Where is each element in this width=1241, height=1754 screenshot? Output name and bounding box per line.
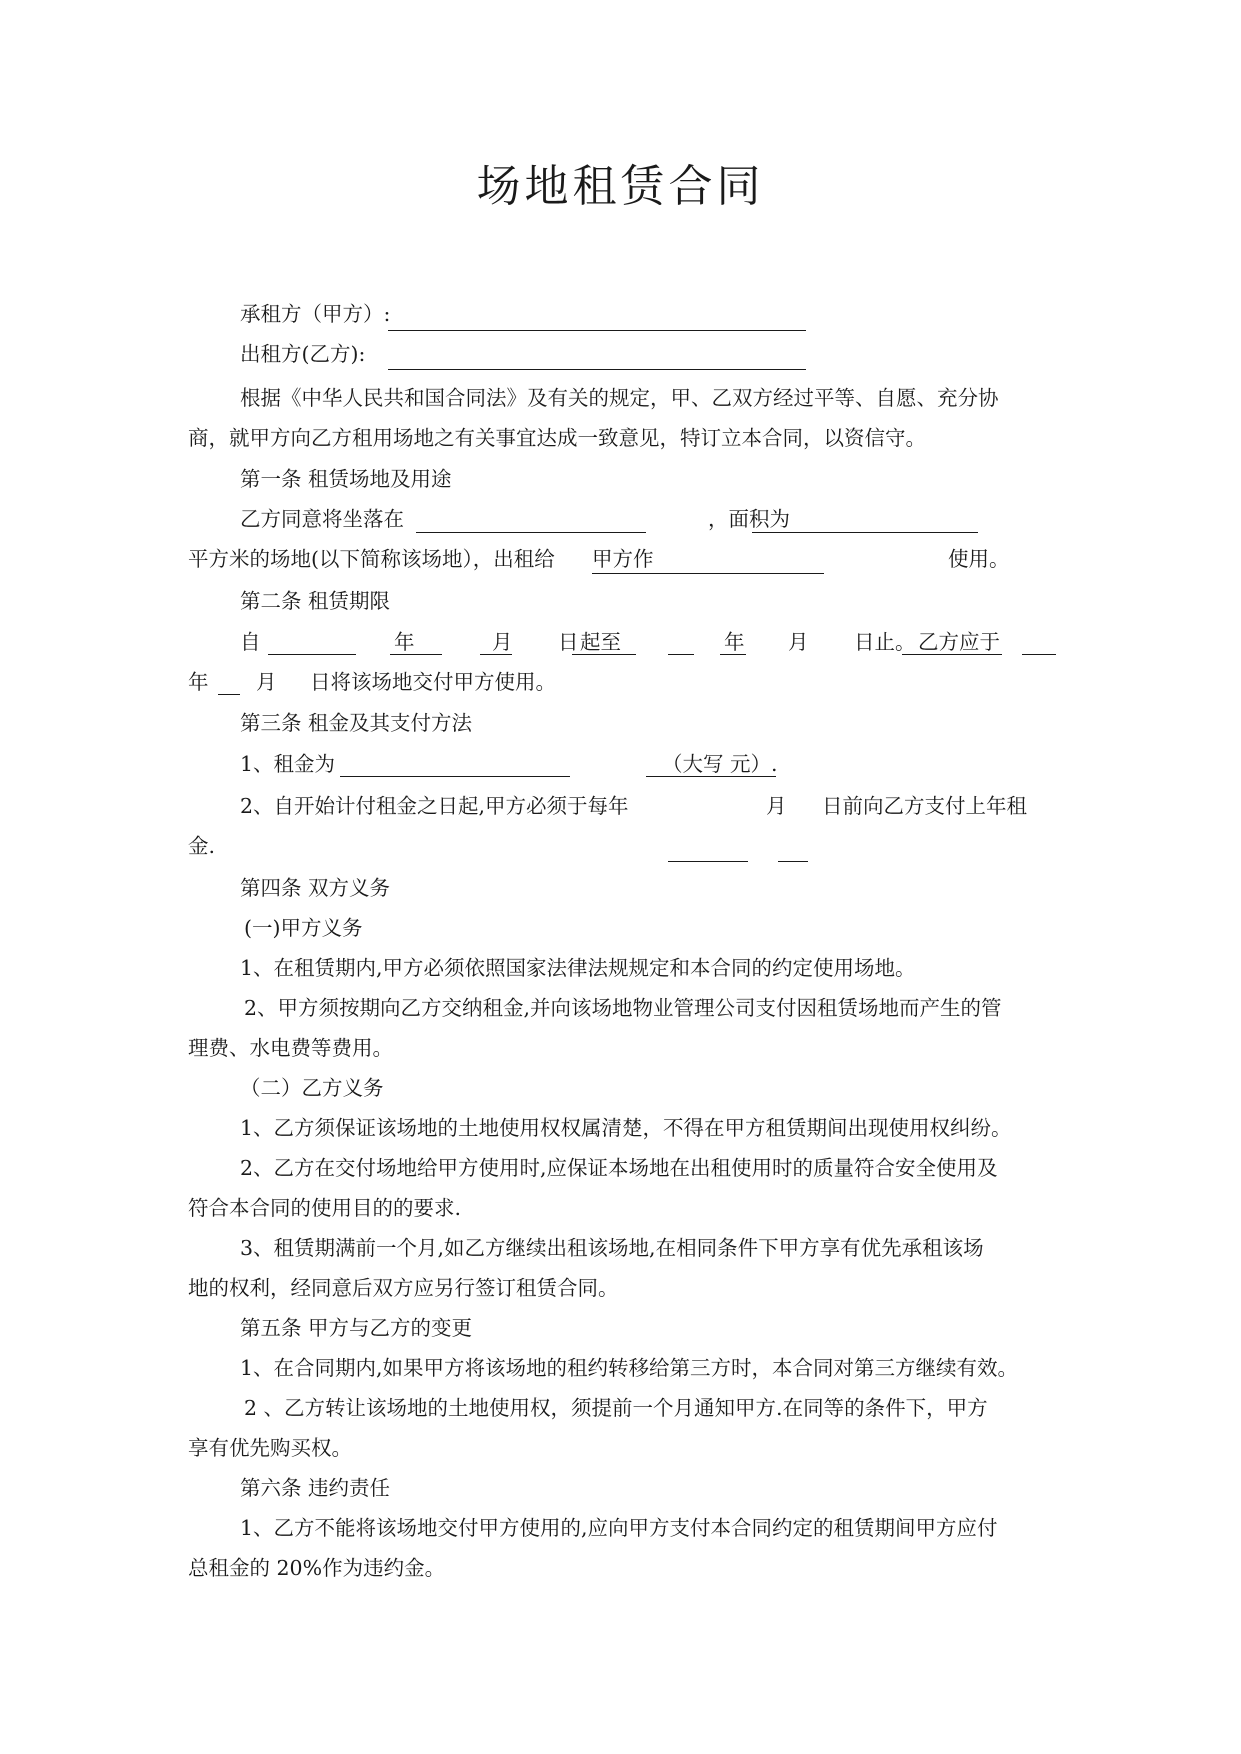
payment-month-blank[interactable] <box>668 861 748 862</box>
party-b-duty-2-line-2: 符合本合同的使用目的的要求. <box>188 1196 462 1220</box>
start-month-label: 月 <box>492 630 513 654</box>
party-a-blank[interactable] <box>388 330 806 331</box>
payment-day-blank[interactable] <box>778 861 808 862</box>
party-a-duty-2-line-2: 理费、水电费等费用。 <box>188 1036 393 1060</box>
payment-text-1: 2、自开始计付租金之日起,甲方必须于每年 <box>240 794 629 818</box>
intro-line-1: 根据《中华人民共和国合同法》及有关的规定，甲、乙双方经过平等、自愿、充分协 <box>240 386 999 410</box>
intro-line-2: 商，就甲方向乙方租用场地之有关事宜达成一致意见，特订立本合同，以资信守。 <box>188 426 926 450</box>
payment-month-label: 月 <box>766 794 787 818</box>
rent-amount-blank[interactable] <box>340 776 570 777</box>
purpose-blank[interactable] <box>592 573 824 574</box>
party-a-duty-2-line-1: 2、甲方须按期向乙方交纳租金,并向该场地物业管理公司支付因租赁场地而产生的管 <box>244 996 1002 1020</box>
handover-label: 乙方应于 <box>918 630 1000 654</box>
party-b-duties-heading: （二）乙方义务 <box>240 1076 384 1100</box>
end-year-blank[interactable] <box>668 654 694 655</box>
start-year-blank[interactable] <box>268 654 356 655</box>
party-b-label: 出租方(乙方): <box>240 342 366 366</box>
handover-text-underline <box>902 654 1002 655</box>
art1-use-text: 使用。 <box>948 547 1010 571</box>
rent-label: 1、租金为 <box>240 752 336 776</box>
article-6-clause-1-line-1: 1、乙方不能将该场地交付甲方使用的,应向甲方支付本合同约定的租赁期间甲方应付 <box>240 1516 998 1540</box>
handover-month-blank[interactable] <box>218 694 240 695</box>
art1-purpose-label: 甲方作 <box>592 547 654 571</box>
party-a-label: 承租方（甲方）: <box>240 302 391 326</box>
article-6-heading: 第六条 违约责任 <box>240 1476 391 1500</box>
handover-year-blank[interactable] <box>1022 654 1056 655</box>
term-from-label: 自 <box>240 630 261 654</box>
art1-site-text: 平方米的场地(以下简称该场地），出租给 <box>188 547 555 571</box>
start-year-label: 年 <box>394 630 415 654</box>
end-month-label: 月 <box>788 630 809 654</box>
article-5-clause-1: 1、在合同期内,如果甲方将该场地的租约转移给第三方时，本合同对第三方继续有效。 <box>240 1356 1019 1380</box>
art1-area-label: ，面积为 <box>708 507 790 531</box>
party-b-duty-3-line-1: 3、租赁期满前一个月,如乙方继续出租该场地,在相同条件下甲方享有优先承租该场 <box>240 1236 984 1260</box>
article-5-heading: 第五条 甲方与乙方的变更 <box>240 1316 473 1340</box>
end-day-label: 日止。 <box>854 630 916 654</box>
payment-text-2: 日前向乙方支付上年租 <box>822 794 1027 818</box>
article-3-heading: 第三条 租金及其支付方法 <box>240 711 473 735</box>
handover-text: 日将该场地交付甲方使用。 <box>310 670 556 694</box>
handover-year-label: 年 <box>188 670 209 694</box>
rent-caps-label: （大写 元）. <box>662 752 778 776</box>
article-2-heading: 第二条 租赁期限 <box>240 589 391 613</box>
area-blank[interactable] <box>752 532 978 533</box>
party-a-duties-heading: (一)甲方义务 <box>244 916 363 940</box>
article-5-clause-2-line-1: 2 、乙方转让该场地的土地使用权，须提前一个月通知甲方.在同等的条件下，甲方 <box>244 1396 988 1420</box>
party-b-duty-1: 1、乙方须保证该场地的土地使用权权属清楚，不得在甲方租赁期间出现使用权纠纷。 <box>240 1116 1012 1140</box>
end-year-label: 年 <box>724 630 745 654</box>
start-day-label: 日 <box>558 630 579 654</box>
handover-month-label: 月 <box>256 670 277 694</box>
art1-location-label: 乙方同意将坐落在 <box>240 507 404 531</box>
party-b-duty-2-line-1: 2、乙方在交付场地给甲方使用时,应保证本场地在出租使用时的质量符合安全使用及 <box>240 1156 998 1180</box>
article-1-heading: 第一条 租赁场地及用途 <box>240 467 452 491</box>
article-4-heading: 第四条 双方义务 <box>240 876 391 900</box>
article-5-clause-2-line-2: 享有优先购买权。 <box>188 1436 352 1460</box>
term-to-label: 起至 <box>580 630 621 654</box>
article-6-clause-1-line-2: 总租金的 20%作为违约金。 <box>188 1556 446 1580</box>
party-a-duty-1: 1、在租赁期内,甲方必须依照国家法律法规规定和本合同的约定使用场地。 <box>240 956 916 980</box>
document-title: 场地租赁合同 <box>476 161 765 212</box>
payment-text-3: 金. <box>188 834 216 858</box>
location-blank[interactable] <box>416 532 646 533</box>
party-b-duty-3-line-2: 地的权利，经同意后双方应另行签订租赁合同。 <box>188 1276 619 1300</box>
party-b-blank[interactable] <box>388 369 806 370</box>
